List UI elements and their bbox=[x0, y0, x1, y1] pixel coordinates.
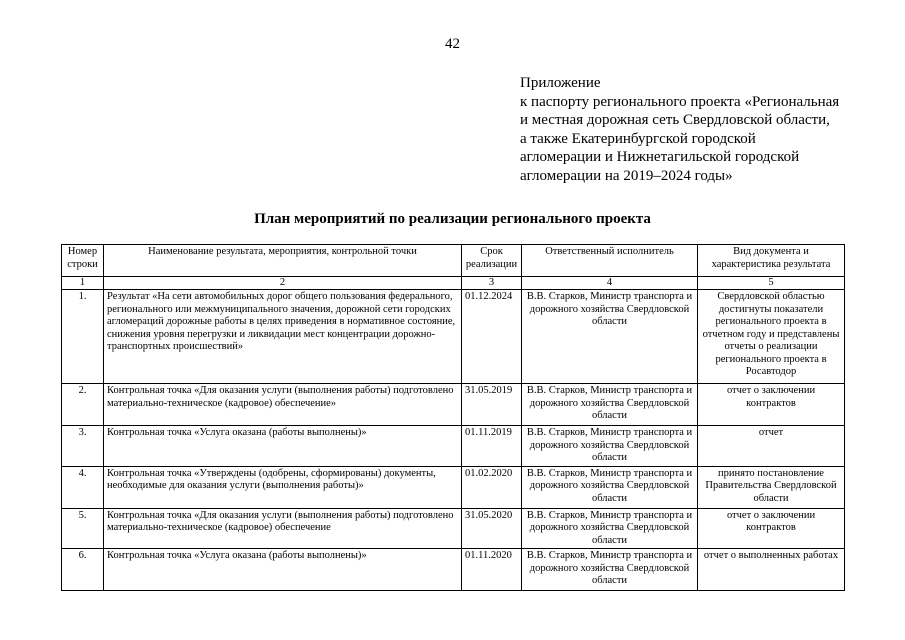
plan-title: План мероприятий по реализации регионального проекта bbox=[254, 211, 651, 227]
row-name: Результат «На сети автомобильных дорог общего пользования федерального, регионального или межмуниципального значения, дорожной сети городских агломераций дорожные работы в целях приведения в нормативное состояние, снижения уровня перегрузки и ликвидации мест концентрации дорожно-транспортных происшествий» bbox=[104, 290, 462, 384]
row-num: 5. bbox=[62, 508, 104, 549]
appendix-line: Приложение bbox=[520, 75, 601, 91]
header-resp: Ответственный исполнитель bbox=[522, 245, 698, 277]
row-document: отчет bbox=[698, 426, 845, 467]
row-name: Контрольная точка «Услуга оказана (работы выполнены)» bbox=[104, 426, 462, 467]
row-date: 31.05.2019 bbox=[462, 384, 522, 426]
col-index: 2 bbox=[104, 277, 462, 290]
header-doc: Вид документа и характеристика результата bbox=[698, 245, 845, 277]
row-name: Контрольная точка «Для оказания услуги (выполнения работы) подготовлено материально-техническое (кадровое) обеспечение bbox=[104, 508, 462, 549]
row-document: Свердловской областью достигнуты показатели регионального проекта в отчетном году и представлены отчеты о реализации регионального проекта в Росавтодор bbox=[698, 290, 845, 384]
row-responsible: В.В. Старков, Министр транспорта и дорожного хозяйства Свердловской области bbox=[522, 549, 698, 591]
row-name: Контрольная точка «Для оказания услуги (выполнения работы) подготовлено материально-техническое (кадровое) обеспечение» bbox=[104, 384, 462, 426]
table-row bbox=[62, 426, 845, 467]
row-responsible: В.В. Старков, Министр транспорта и дорожного хозяйства Свердловской области bbox=[522, 426, 698, 467]
row-responsible: В.В. Старков, Министр транспорта и дорожного хозяйства Свердловской области bbox=[522, 384, 698, 426]
row-date: 01.11.2019 bbox=[462, 426, 522, 467]
row-num: 6. bbox=[62, 549, 104, 591]
row-num: 4. bbox=[62, 466, 104, 508]
row-num: 1. bbox=[62, 290, 104, 384]
appendix-note bbox=[520, 74, 850, 185]
appendix-line: и местная дорожная сеть Свердловской области, bbox=[520, 112, 830, 128]
appendix-line: к паспорту регионального проекта «Региональная bbox=[520, 93, 840, 110]
header-date: Срок реализации bbox=[462, 245, 522, 277]
appendix-line: а также Екатеринбургской городской bbox=[520, 130, 756, 147]
header-num: Номер строки bbox=[62, 245, 104, 277]
table-row bbox=[62, 290, 845, 384]
row-date: 01.12.2024 bbox=[462, 290, 522, 384]
header-name: Наименование результата, мероприятия, контрольной точки bbox=[104, 245, 462, 277]
appendix-line: агломерации на 2019–2024 годы» bbox=[520, 167, 733, 184]
table-row bbox=[62, 508, 845, 549]
column-index-row bbox=[62, 277, 845, 290]
table-row bbox=[62, 466, 845, 508]
row-date: 31.05.2020 bbox=[462, 508, 522, 549]
col-index: 1 bbox=[62, 277, 104, 290]
row-responsible: В.В. Старков, Министр транспорта и дорожного хозяйства Свердловской области bbox=[522, 466, 698, 508]
table-row bbox=[62, 384, 845, 426]
col-index: 3 bbox=[462, 277, 522, 290]
page-number: 42 bbox=[445, 36, 460, 52]
col-index: 5 bbox=[698, 277, 845, 290]
appendix-line: агломерации и Нижнетагильской городской bbox=[520, 149, 800, 165]
row-responsible: В.В. Старков, Министр транспорта и дорожного хозяйства Свердловской области bbox=[522, 508, 698, 549]
table-header-row bbox=[62, 245, 845, 277]
row-date: 01.02.2020 bbox=[462, 466, 522, 508]
row-document: отчет о заключении контрактов bbox=[698, 384, 845, 426]
row-num: 3. bbox=[62, 426, 104, 467]
row-num: 2. bbox=[62, 384, 104, 426]
row-name: Контрольная точка «Услуга оказана (работы выполнены)» bbox=[104, 549, 462, 591]
table-row bbox=[62, 549, 845, 591]
row-name: Контрольная точка «Утверждены (одобрены, сформированы) документы, необходимые для оказания услуги (выполнения работы)» bbox=[104, 466, 462, 508]
row-responsible: В.В. Старков, Министр транспорта и дорожного хозяйства Свердловской области bbox=[522, 290, 698, 384]
row-document: отчет о заключении контрактов bbox=[698, 508, 845, 549]
row-date: 01.11.2020 bbox=[462, 549, 522, 591]
plan-table bbox=[61, 244, 845, 591]
row-document: отчет о выполненных работах bbox=[698, 549, 845, 591]
col-index: 4 bbox=[522, 277, 698, 290]
row-document: принято постановление Правительства Свердловской области bbox=[698, 466, 845, 508]
